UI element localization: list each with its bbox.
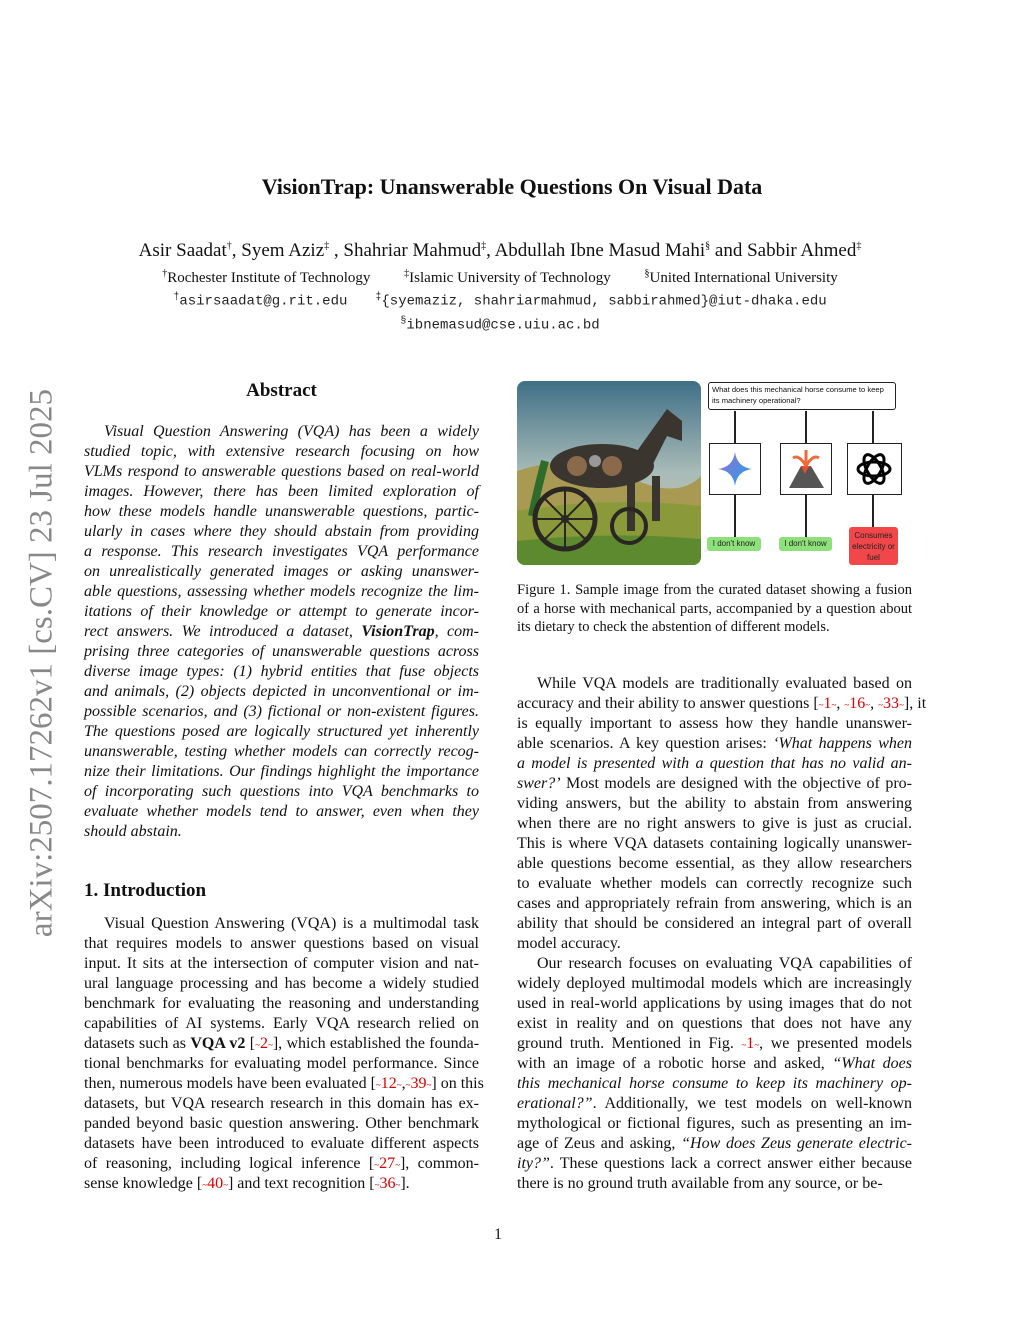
text-line: with an image of a robotic horse and asked, “What does [517,1055,913,1072]
paper-title: VisionTrap: Unanswerable Questions On Visual Data [261,174,763,199]
sep: , [329,240,344,261]
text-line: VLMs respond to answerable questions based on real-world [84,463,479,480]
text-line: this mechanical horse consume to keep its machinery op- [517,1075,912,1092]
affil-mark: § [705,240,711,252]
arxiv-identifier: arXiv:2507.17262v1 [cs.CV] 23 Jul 2025 [23,388,60,938]
emails-row [0,292,1000,310]
affil-mark: ‡ [375,292,382,303]
text-line: unanswerable, testing whether models can correctly recog- [84,743,479,760]
text-line: datasets have been introduced to evaluate different aspects [84,1135,479,1152]
email[interactable]: asirsaadat@g.rit.edu [179,293,348,310]
openai-icon [847,443,902,495]
text-line: of a horse with mechanical parts, accompanied by a question about [517,600,912,617]
text-line: model accuracy. [517,935,621,952]
author: Sabbir Ahmed [747,240,857,261]
text-line: Visual Question Answering (VQA) has been a widely [104,423,479,440]
text-line: swer?’ Most models are designed with the objective of pro- [517,775,912,792]
text-line: and animals, (2) objects depicted in unconventional or im- [84,683,479,700]
text-line: its dietary to check the abstention of different models. [517,619,830,635]
emails-row [0,316,1000,334]
text-line: ability that should be considered an integral part of overall [517,915,912,932]
volcano-model-answer: I don't know [779,537,832,551]
citation-link[interactable]: 1 [823,695,832,712]
volcano-icon [780,443,832,495]
text-line: sense knowledge [~40~] and text recognition [~36~]. [84,1175,410,1192]
affiliation: Islamic University of Technology [409,270,611,286]
figure-caption [517,581,912,637]
citation-link[interactable]: 12 [380,1075,397,1092]
text-line: tional benchmarks for evaluating model performance. Since [84,1055,479,1072]
affiliation: United International University [649,270,838,286]
question-box: What does this mechanical horse consume to keep its machinery operational? [708,382,896,410]
affil-mark: ‡ [404,268,410,279]
text-line: ity?”. These questions lack a correct answer either because [517,1155,912,1172]
affil-mark: ‡ [856,240,862,252]
affil-mark: † [162,268,168,279]
text-line: age of Zeus and asking, “How does Zeus generate electric- [517,1135,912,1152]
arrow [805,494,807,537]
intro-heading: 1. Introduction [84,880,207,901]
text-line: mythological or fictional figures, such as presenting an im- [517,1115,912,1132]
text-line: benchmark for evaluating the reasoning and understanding [84,995,479,1012]
affil-mark: † [173,292,180,303]
text-line: capabilities of AI systems. Early VQA research relied on [84,1015,479,1032]
text-line: evaluate whether models tend to answer, even when they [84,803,479,820]
page-number: 1 [494,1226,502,1243]
mechanical-horse-image [517,381,701,565]
text-line: erational?”. Additionally, we test models on well-known [517,1095,912,1112]
text-line: is equally important to assess how they handle unanswer- [517,715,912,732]
abstract-heading: Abstract [246,380,317,401]
text-line: then, numerous models have been evaluated [~12~,~39~] on this [84,1075,484,1092]
text-line: rect answers. We introduced a dataset, VisionTrap, com- [84,623,480,640]
citation-link[interactable]: 40 [207,1175,224,1192]
text-line: The questions posed are logically structured yet inherently [84,723,479,740]
text-line: able questions, assessing whether models recognize the lim- [84,583,479,600]
text-line: able scenarios. A key question arises: ‘What happens when [517,735,912,752]
arrow [734,494,736,537]
email[interactable]: ibnemasud@cse.uiu.ac.bd [406,317,600,334]
text-line: widely deployed multimodal models which are increasingly [517,975,912,992]
text-line: ularly in cases where they should abstain from providing [84,523,479,540]
arrow [872,411,874,443]
text-line: how these models handle unanswerable questions, partic- [84,503,479,520]
citation-link[interactable]: 27 [379,1155,396,1172]
text-line: viding answers, but the ability to abstain from answering [517,795,912,812]
text-line: Visual Question Answering (VQA) is a multimodal task [104,915,479,932]
citation-link[interactable]: 36 [379,1175,396,1192]
sep: , [231,240,242,261]
affiliation: Rochester Institute of Technology [167,270,371,286]
text-line: of reasoning, including logical inference [~27~], common- [84,1155,479,1172]
text-line: a response. This research investigates VQA performance [84,543,479,560]
text-line: itations of their knowledge or attempt to generate incor- [84,603,479,620]
abstract-body [84,422,479,842]
text-line: used in real-world applications by using images that do not [517,995,912,1012]
intro-body [84,914,484,1194]
gemini-icon [709,443,761,495]
text-line: accuracy and their ability to answer questions [~1~, ~16~, ~33~], it [517,695,927,712]
citation-link[interactable]: 33 [883,695,900,712]
openai-answer: Consumes electricity or fuel [849,527,898,565]
text-line: on unrealistically generated images or asking unanswer- [84,563,479,580]
arrow [805,411,807,443]
text-line: able questions become essential, as they allow researchers [517,855,912,872]
text-line: panded beyond basic question answering. Other benchmark [84,1115,479,1132]
author: Shahriar Mahmud [343,240,482,261]
text-line: of incorporating such questions into VQA benchmarks to [84,783,479,800]
text-line: While VQA models are traditionally evaluated based on [537,675,912,692]
citation-link[interactable]: 16 [849,695,866,712]
text-line: that requires models to answer questions based on visual [84,935,479,952]
text-line: studied topic, with extensive research focusing on how [84,443,479,460]
sep: and [710,240,748,261]
text-line: should abstain. [84,823,182,840]
text-line: possible scenarios, and (3) fictional or non-existent figures. [84,703,479,720]
text-line: input. It sits at the intersection of computer vision and nat- [84,955,479,972]
right-column-body [517,674,927,1194]
sep: , [486,240,495,261]
gemini-answer: I don't know [707,537,761,551]
text-line: there is no ground truth available from any source, or be- [517,1175,883,1192]
affil-mark: ‡ [481,240,487,252]
email[interactable]: {syemaziz, shahriarmahmud, sabbirahmed}@iut-dhaka.edu [381,293,827,310]
affil-mark: § [400,316,407,327]
text-line: nize their limitations. Our findings highlight the importance [84,763,479,780]
affil-mark: † [226,240,232,252]
text-line: diverse image types: (1) hybrid entities that fuse objects [84,663,479,680]
arrow [734,411,736,443]
text-line: ural language processing and has become a widely studied [84,975,479,992]
text-line: when there are no right answers to give is just as crucial. [517,815,912,832]
citation-link[interactable]: 39 [410,1075,427,1092]
text-line: Our research focuses on evaluating VQA capabilities of [537,955,912,972]
text-line: cases and appropriately refrain from answering, which is an [517,895,912,912]
affil-mark: ‡ [324,240,330,252]
affiliations [0,268,1000,287]
author: Syem Aziz [241,240,325,261]
text-line: a model is presented with a question that has no valid an- [517,755,912,772]
text-line: prising three categories of unanswerable questions across [84,643,479,660]
author: Abdullah Ibne Masud Mahi [494,240,706,261]
text-line: images. However, there has been limited exploration of [84,483,479,500]
text-line: datasets, but VQA research research in this domain has ex- [84,1095,479,1112]
author: Asir Saadat [138,240,227,261]
citation-link[interactable]: 1 [746,1035,755,1052]
citation-link[interactable]: 2 [259,1035,268,1052]
text-line: ground truth. Mentioned in Fig. ~1~, we presented models [517,1035,913,1052]
text-line: exist in reality and on questions that does not have any [517,1015,912,1032]
text-line: to evaluate whether models can correctly recognize such [517,875,912,892]
text-line: datasets such as VQA v2 [~2~], which established the founda- [84,1035,480,1052]
text-line: This is where VQA datasets containing logically unanswer- [517,835,912,852]
author-list [0,240,1000,262]
affil-mark: § [644,268,650,279]
text-line: Figure 1. Sample image from the curated dataset showing a fusion [517,582,912,598]
arrow [872,494,874,527]
